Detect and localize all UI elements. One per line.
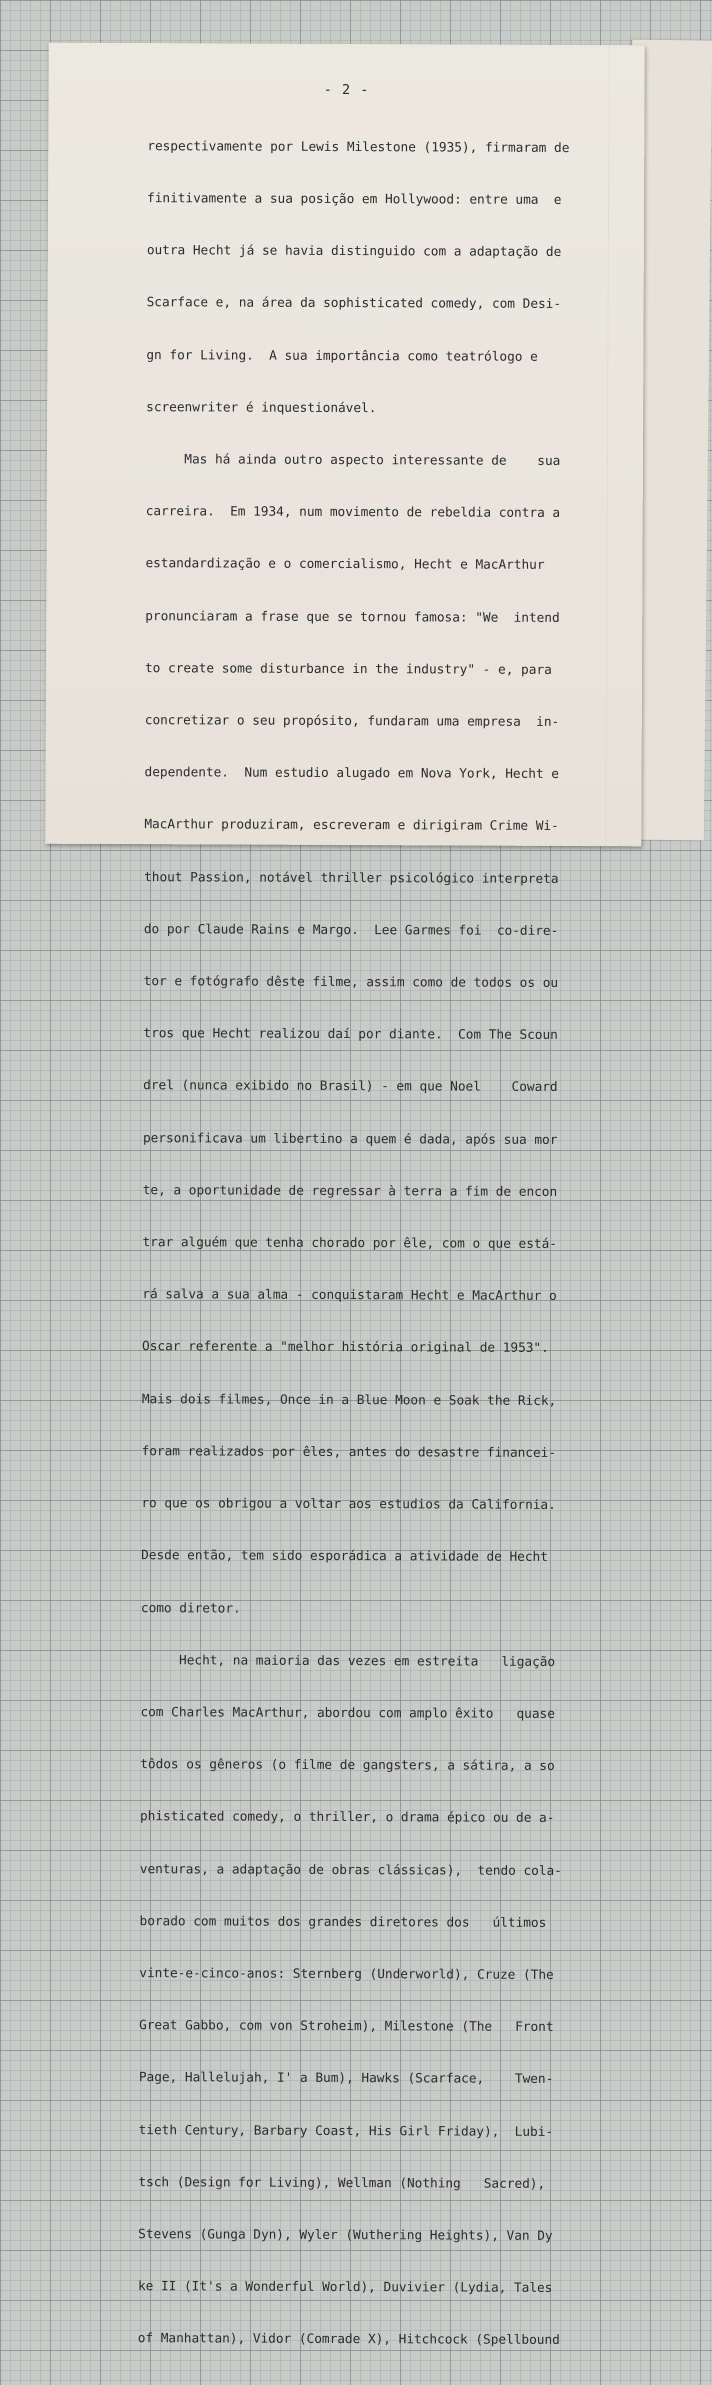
text-line: Scarface e, na área da sophisticated comedy, com Desi- xyxy=(146,295,562,313)
text-line: personificava um libertino a quem é dada, após sua mor xyxy=(142,1130,558,1148)
text-line: tieth Century, Barbary Coast, His Girl Friday), Lubi- xyxy=(138,2122,554,2140)
text-line: tôdos os gêneros (o filme de gangsters, a sátira, a so xyxy=(140,1757,555,1775)
text-line: outra Hecht já se havia distinguido com a adaptação de xyxy=(146,243,562,261)
text-line: drel (nunca exibido no Brasil) - em que Noel Coward xyxy=(143,1078,558,1096)
text-line: tros que Hecht realizou daí por diante. Com The Scoun xyxy=(143,1026,558,1044)
page-fold-shadow xyxy=(605,45,609,846)
text-line: ke II (It's a Wonderful World), Duvivier (Lydia, Tales xyxy=(137,2279,553,2297)
text-line: Great Gabbo, com von Stroheim), Milestone (The Front xyxy=(139,2018,554,2036)
text-line: dependente. Num estudio alugado em Nova York, Hecht e xyxy=(144,765,560,783)
text-line: MacArthur produziram, escreveram e dirigiram Crime Wi- xyxy=(144,817,559,835)
text-line: tsch (Design for Living), Wellman (Nothing Sacred), xyxy=(138,2174,546,2192)
text-line: thout Passion, notável thriller psicológico interpreta xyxy=(144,869,559,887)
text-line: Hecht, na maioria das vezes em estreita ligação xyxy=(140,1652,556,1670)
typewritten-page xyxy=(45,43,644,2349)
text-line: Mais dois filmes, Once in a Blue Moon e Soak the Rick, xyxy=(141,1391,557,1409)
text-line: gn for Living. A sua importância como teatrólogo e xyxy=(146,347,538,365)
text-line: screenwriter é inquestionável. xyxy=(146,399,377,416)
text-line: estandardização e o comercialismo, Hecht e MacArthur xyxy=(145,556,545,574)
text-line: respectivamente por Lewis Milestone (1935), firmaram de xyxy=(147,138,570,156)
text-line: Mas há ainda outro aspecto interessante de sua xyxy=(145,452,561,469)
text-line: pronunciaram a frase que se tornou famosa: "We intend xyxy=(145,608,560,626)
text-line: borado com muitos dos grandes diretores dos últimos xyxy=(139,1913,547,1931)
text-line: Stevens (Gunga Dyn), Wyler (Wuthering Heights), Van Dy xyxy=(138,2227,553,2244)
page-number: - 2 - xyxy=(323,81,370,99)
page-body-text xyxy=(138,103,596,2384)
text-line: como diretor. xyxy=(140,1600,241,1617)
text-line: do por Claude Rains e Margo. Lee Garmes foi co-dire- xyxy=(143,921,559,939)
text-line: com Charles MacArthur, abordou com amplo êxito quase xyxy=(140,1705,555,1722)
text-line: venturas, a adaptação de obras clássicas), tendo cola- xyxy=(139,1861,562,1879)
text-line: finitivamente a sua posição em Hollywood: entre uma e xyxy=(147,191,562,208)
text-line: trar alguém que tenha chorado por êle, com o que está- xyxy=(142,1235,557,1253)
text-line: Oscar referente a "melhor história original de 1953". xyxy=(142,1339,549,1357)
text-line: concretizar o seu propósito, fundaram uma empresa in- xyxy=(144,713,560,730)
text-line: rá salva a sua alma - conquistaram Hecht e MacArthur o xyxy=(142,1287,557,1305)
text-line: ro que os obrigou a voltar aos estudios da California. xyxy=(141,1496,556,1514)
text-line: of Manhattan), Vidor (Comrade X), Hitchcock (Spellbound xyxy=(137,2331,560,2349)
text-line: Desde então, tem sido esporádica a atividade de Hecht xyxy=(141,1548,548,1566)
text-line: carreira. Em 1934, num movimento de rebeldia contra a xyxy=(145,504,561,522)
text-line: vinte-e-cinco-anos: Sternberg (Underworld), Cruze (The xyxy=(139,1966,554,1983)
text-line: to create some disturbance in the industry" - e, para xyxy=(144,660,552,678)
text-line: te, a oportunidade de regressar à terra a fim de encon xyxy=(142,1182,558,1200)
text-line: phisticated comedy, o thriller, o drama épico ou de a- xyxy=(139,1809,555,1827)
text-line: foram realizados por êles, antes do desastre financei- xyxy=(141,1444,557,1461)
text-line: tor e fotógrafo dêste filme, assim como de todos os ou xyxy=(143,974,559,991)
text-line: Page, Hallelujah, I' a Bum), Hawks (Scarface, Twen- xyxy=(138,2070,554,2088)
